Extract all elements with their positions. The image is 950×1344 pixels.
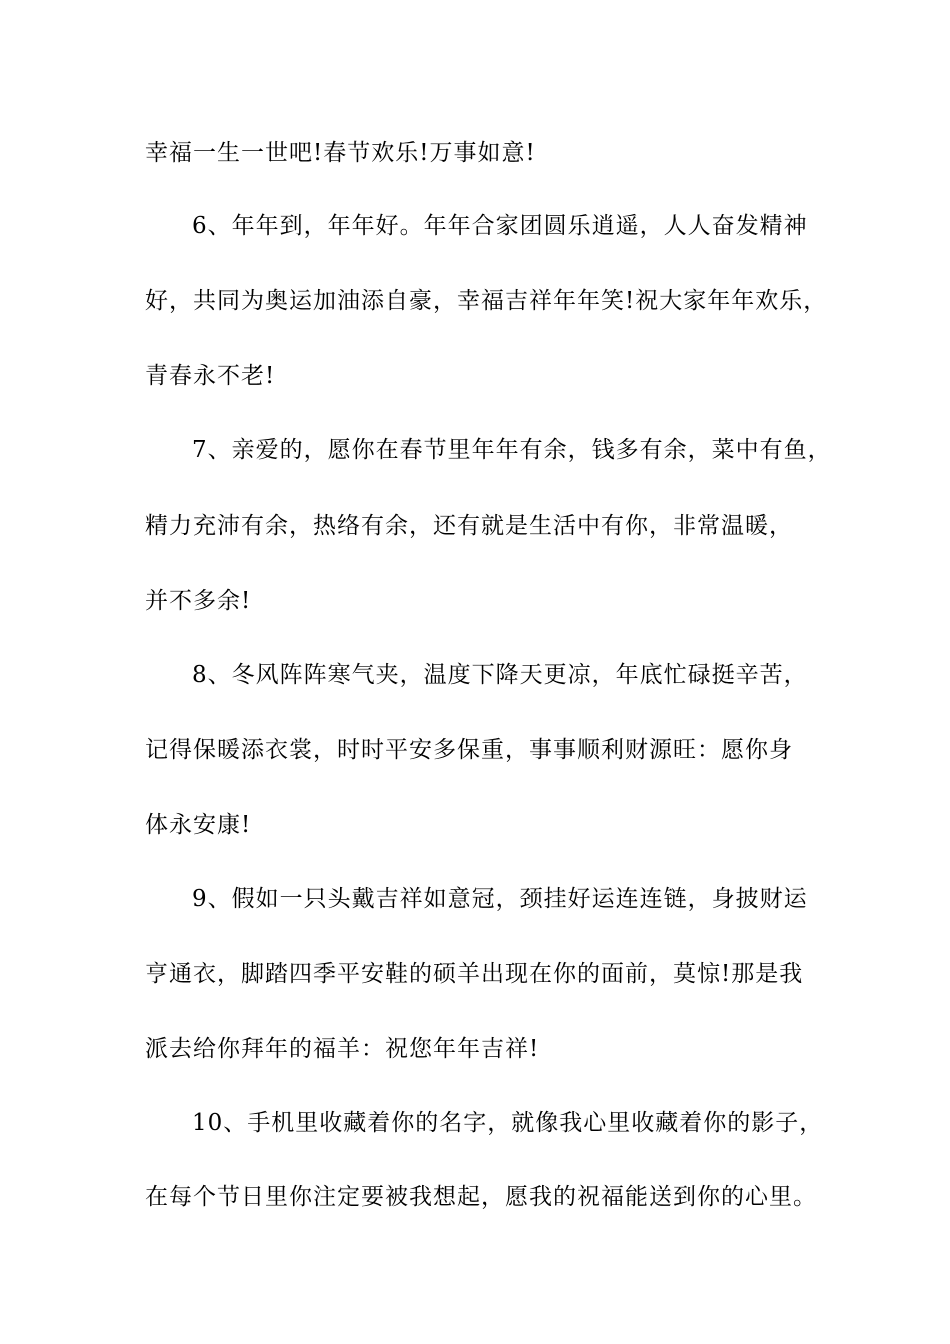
text-line: 青春永不老! [145,363,276,389]
paragraph-8-line: 8、冬风阵阵寒气夹，温度下降天更凉，年底忙碌挺辛苦， [192,662,808,688]
text-line: 派去给你拜年的福羊：祝您年年吉祥! [145,1036,540,1062]
text-line: 体永安康! [145,812,252,838]
text-line: 记得保暖添衣裳，时时平安多保重，事事顺利财源旺：愿你身 [145,737,793,763]
paragraph-7-line: 7、亲爱的，愿你在春节里年年有余，钱多有余，菜中有鱼， [192,437,832,463]
text-line: 精力充沛有余，热络有余，还有就是生活中有你，非常温暖， [145,513,793,539]
text-line: 并不多余! [145,588,252,614]
paragraph-9-line: 9、假如一只头戴吉祥如意冠，颈挂好运连连链，身披财运 [192,886,808,912]
paragraph-6-line: 6、年年到，年年好。年年合家团圆乐逍遥，人人奋发精神 [192,213,808,239]
text-line: 幸福一生一世吧!春节欢乐!万事如意! [145,140,536,166]
text-line: 在每个节日里你注定要被我想起，愿我的祝福能送到你的心里。 [145,1184,817,1210]
paragraph-10-line: 10、手机里收藏着你的名字，就像我心里收藏着你的影子， [192,1110,824,1136]
text-line: 好，共同为奥运加油添自豪，幸福吉祥年年笑!祝大家年年欢乐， [145,288,828,314]
text-line: 亨通衣，脚踏四季平安鞋的硕羊出现在你的面前，莫惊!那是我 [145,961,804,987]
